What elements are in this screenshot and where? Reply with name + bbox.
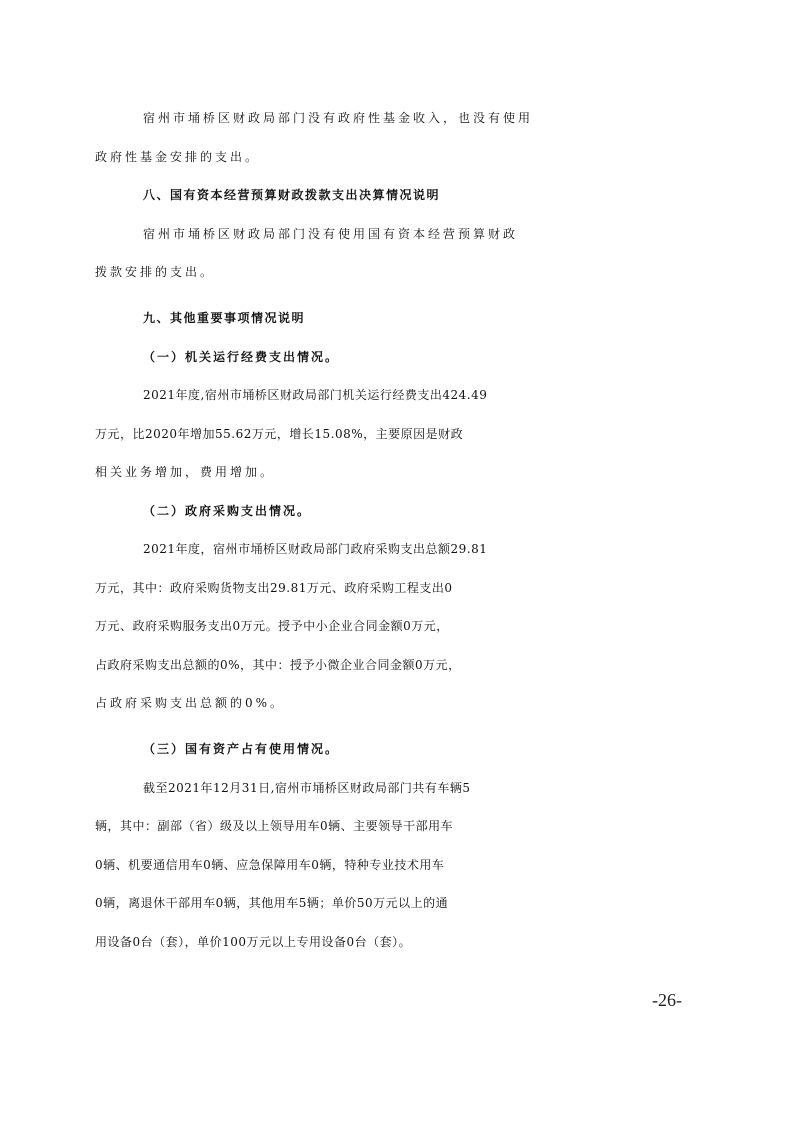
paragraph-line: 政府性基金安排的支出。 xyxy=(95,150,261,164)
paragraph-line: 占政府采购支出总额的0%，其中：授予小微企业合同金额0万元， xyxy=(95,658,461,672)
paragraph-line: 辆，其中：副部（省）级及以上领导用车0辆、主要领导干部用车 xyxy=(95,819,454,833)
paragraph-line: 万元，比2020年增加55.62万元，增长15.08%，主要原因是财政 xyxy=(95,427,464,441)
paragraph-line: 0辆，离退休干部用车0辆，其他用车5辆；单价50万元以上的通 xyxy=(95,896,449,910)
paragraph-line: 0辆、机要通信用车0辆、应急保障用车0辆，特种专业技术用车 xyxy=(95,858,445,872)
subheading-3: （三）国有资产占有使用情况。 xyxy=(143,742,340,756)
paragraph-line: 宿州市埇桥区财政局部门没有使用国有资本经营预算财政 xyxy=(143,227,519,241)
section-heading-8: 八、国有资本经营预算财政拨款支出决算情况说明 xyxy=(143,188,441,202)
paragraph-line: 万元，其中：政府采购货物支出29.81万元、政府采购工程支出0 xyxy=(95,581,453,595)
subheading-1: （一）机关运行经费支出情况。 xyxy=(143,350,340,364)
paragraph-line: 宿州市埇桥区财政局部门没有政府性基金收入，也没有使用 xyxy=(143,111,534,125)
subheading-2: （二）政府采购支出情况。 xyxy=(143,504,312,518)
paragraph-line: 万元、政府采购服务支出0万元。授予中小企业合同金额0万元， xyxy=(95,619,449,633)
page-number: -26- xyxy=(652,990,682,1010)
paragraph-line: 截至2021年12月31日,宿州市埇桥区财政局部门共有车辆5 xyxy=(143,781,471,795)
paragraph-line: 拨款安排的支出。 xyxy=(95,265,216,279)
paragraph-line: 用设备0台（套），单价100万元以上专用设备0台（套）。 xyxy=(95,935,412,949)
paragraph-line: 占政府采购支出总额的0%。 xyxy=(95,696,286,710)
paragraph-line: 2021年度，宿州市埇桥区财政局部门政府采购支出总额29.81 xyxy=(143,542,488,556)
paragraph-line: 2021年度,宿州市埇桥区财政局部门机关运行经费支出424.49 xyxy=(143,388,488,402)
section-heading-9: 九、其他重要事项情况说明 xyxy=(143,311,306,325)
paragraph-line: 相关业务增加，费用增加。 xyxy=(95,465,276,479)
